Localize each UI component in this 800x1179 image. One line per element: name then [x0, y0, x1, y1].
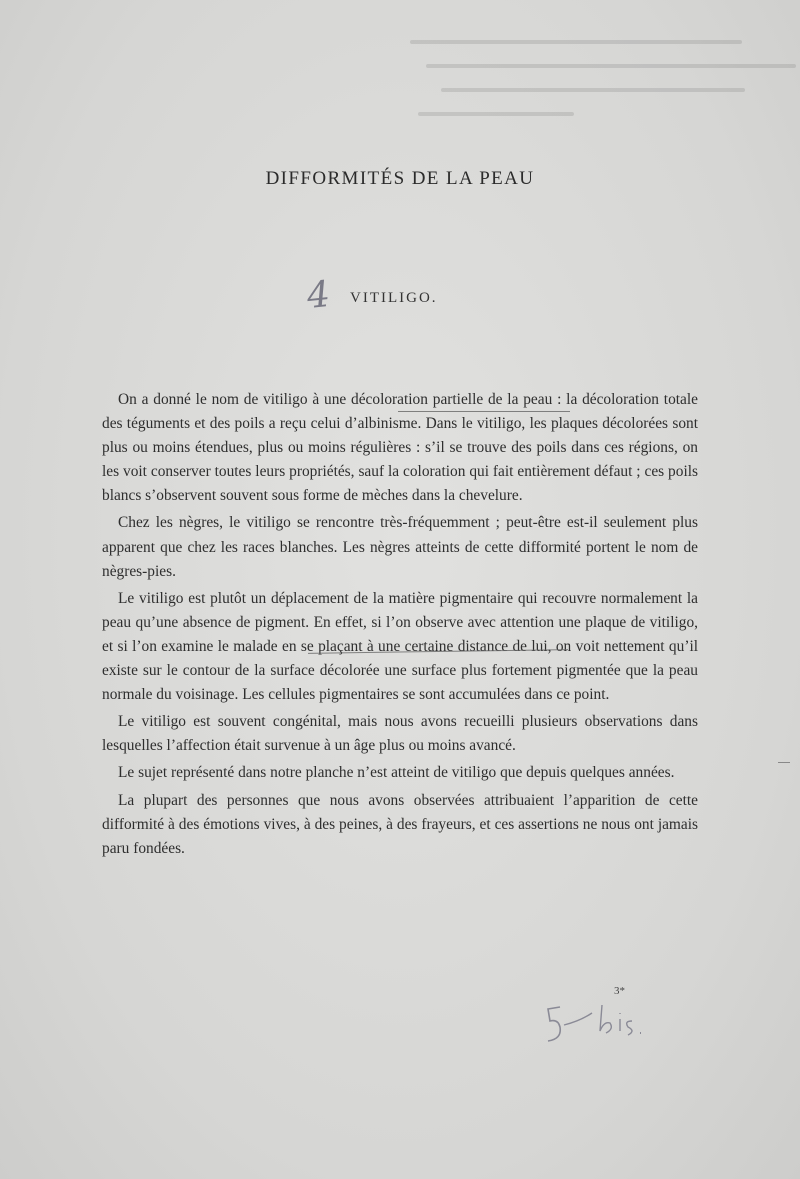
- paragraph: Le vitiligo est plutôt un déplacement de la matière pigmentaire qui recouvre normalement la peau qu’une absence de pigment. En effet, si l’on observe avec attention une plaque de vitiligo, et si l’on examine le malade en se plaçant à une certaine distance de lui, on voit nettement qu’il existe sur le contour de la surface décolorée une surface plus fortement pigmentée que la peau normale du voisinage. Les cellules pigmentaires se sont accumulées dans ce point.: [102, 589, 698, 704]
- bleed-through-text: [410, 40, 800, 140]
- page-signature-mark: 3*: [614, 985, 625, 997]
- paragraph: Le vitiligo est souvent congénital, mais nous avons recueilli plusieurs observations dans lesquelles l’affection était survenue à un âge plus ou moins avancé.: [102, 713, 698, 755]
- paragraph: Chez les nègres, le vitiligo se rencontre très-fréquemment ; peut-être est-il seulement plus apparent que chez les races blanches. Les nègres atteints de cette difformité portent le nom de nègres-pies.: [102, 514, 698, 580]
- pencil-underline: [398, 411, 570, 412]
- handwritten-annotation: [540, 995, 660, 1055]
- page-title: DIFFORMITÉS DE LA PEAU: [265, 168, 535, 189]
- handwritten-section-number: 4: [304, 273, 332, 318]
- paragraph: Le sujet représenté dans notre planche n’est atteint de vitiligo que depuis quelques années.: [118, 764, 675, 782]
- margin-mark: [778, 762, 790, 763]
- section-title: VITILIGO.: [350, 290, 438, 306]
- paragraph: La plupart des personnes que nous avons observées attribuaient l’apparition de cette difformité à des émotions vives, à des peines, à des frayeurs, et ces assertions ne nous ont jamais paru fondées.: [102, 791, 698, 857]
- paragraph: On a donné le nom de vitiligo à une décoloration partielle de la peau : la décoloration totale des téguments et des poils a reçu celui d’albinisme. Dans le vitiligo, les plaques décolorées sont plus ou moins étendues, plus ou moins régulières : s’il se trouve des poils dans ces régions, on les voit conserver toutes leurs propriétés, sauf la coloration qui fait entièrement défaut ; ces poils blancs s’observent souvent sous forme de mèches dans la chevelure.: [102, 391, 698, 505]
- body-text: [102, 388, 698, 861]
